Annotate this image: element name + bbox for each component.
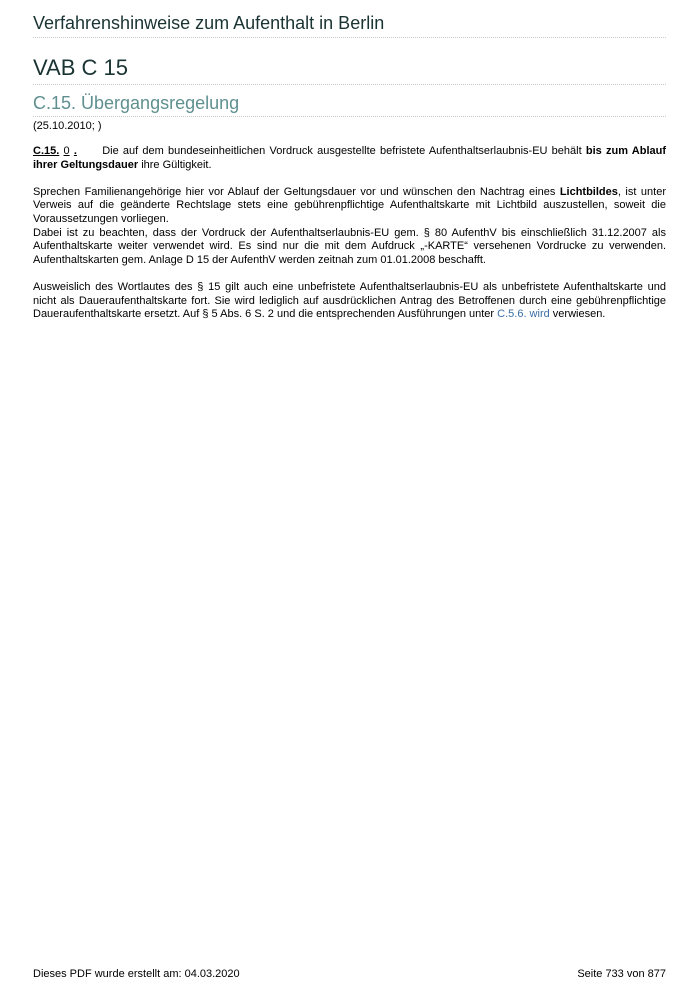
paragraph-1 — [33, 145, 666, 172]
header-divider — [33, 37, 666, 38]
paragraph-1-bold: bis zum Ablauf ihrer Geltungsdauer — [33, 145, 666, 171]
paragraph-subnumber: 0 — [63, 145, 70, 157]
body-text — [33, 145, 666, 335]
paragraph-4-text-a: Ausweislich des Wortlautes des § 15 gilt auch eine unbefristete Aufenthaltserlaubnis-EU als unbefristete Aufenthaltskarte und nicht als Daueraufenthaltskarte fort. Sie wird lediglich auf ausdrücklichen Antrag des Betroffenen durch eine gebührenpflichtige Daueraufenthaltskarte ersetzt. Auf § 5 Abs. 6 S. 2 und die entsprechenden Ausführungen unter — [33, 280, 666, 321]
document-title: VAB C 15 — [33, 55, 128, 80]
section-divider — [33, 116, 666, 117]
paragraph-2 — [33, 186, 666, 227]
cross-reference-link[interactable]: C.5.6. wird — [497, 308, 550, 321]
section-title: C.15. Übergangsregelung — [33, 93, 240, 113]
document-page — [33, 0, 666, 990]
title-divider — [33, 84, 666, 85]
paragraph-4-text-b: verwiesen. — [549, 308, 606, 321]
header-title: Verfahrenshinweise zum Aufenthalt in Berlin — [33, 13, 385, 33]
paragraph-4 — [33, 281, 666, 322]
footer-created-date: Dieses PDF wurde erstellt am: 04.03.2020 — [33, 968, 240, 980]
paragraph-3-text: Dabei ist zu beachten, dass der Vordruck der Aufenthaltserlaubnis-EU gem. § 80 AufenthV bis einschließlich 31.12.2007 als Aufenthaltskarte weiter verwendet wird. Es sind nur die mit dem Aufdruck „-KARTE“ versehenen Vordrucke zu verwenden. Aufenthaltskarten gem. Anlage D 15 der AufenthV werden zeitnah zum 01.01.2008 beschafft. — [33, 226, 666, 266]
paragraph-1-text-b: ihre Gültigkeit. — [138, 158, 212, 171]
paragraph-2-text-b: , ist unter Verweis auf die geänderte Rechtslage stets eine gebührenpflichtige Aufenthaltskarte mit Lichtbild auszustellen, soweit die Voraussetzungen vorliegen. — [33, 185, 666, 225]
paragraph-number-dot: . — [73, 145, 77, 157]
date-note: (25.10.2010; ) — [33, 120, 102, 132]
paragraph-number: C.15. — [33, 145, 60, 157]
paragraph-2-bold: Lichtbildes — [559, 185, 618, 198]
footer-page-number: Seite 733 von 877 — [577, 968, 666, 980]
paragraph-3 — [33, 227, 666, 268]
paragraph-2-text-a: Sprechen Familienangehörige hier vor Ablauf der Geltungsdauer vor und wünschen den Nachtrag eines — [33, 185, 560, 198]
paragraph-1-text-a: Die auf dem bundeseinheitlichen Vordruck ausgestellte befristete Aufenthaltserlaubnis-EU behält — [102, 145, 586, 157]
